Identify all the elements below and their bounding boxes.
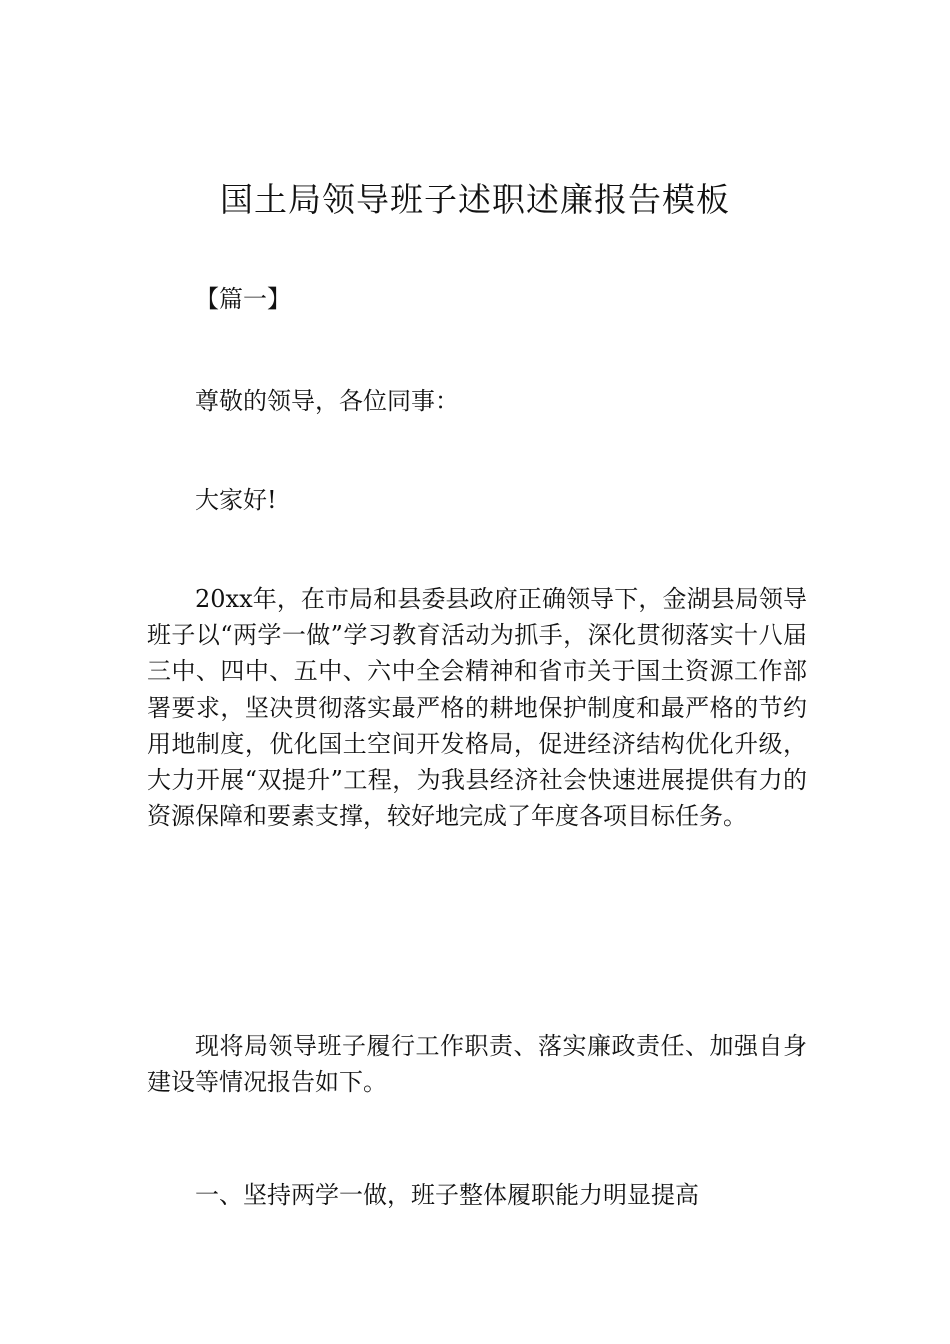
body-paragraph: 现将局领导班子履行工作职责、落实廉政责任、加强自身建设等情况报告如下。: [147, 1032, 807, 1097]
document-title: 国土局领导班子述职述廉报告模板: [220, 180, 730, 219]
salutation: 尊敬的领导，各位同事：: [195, 387, 459, 415]
section-heading: 一、坚持两学一做，班子整体履职能力明显提高: [195, 1181, 699, 1209]
body-paragraph: 20xx年，在市局和县委县政府正确领导下，金湖县局领导班子以“两学一做”学习教育活动为抓手，深化贯彻落实十八届三中、四中、五中、六中全会精神和省市关于国土资源工作部署要求，坚决贯彻落实最严格的耕地保护制度和最严格的节约用地制度，优化国土空间开发格局，促进经济结构优化升级，大力开展“双提升”工程，为我县经济社会快速进展提供有力的资源保障和要素支撑，较好地完成了年度各项目标任务。: [147, 585, 807, 831]
greeting: 大家好!: [195, 486, 277, 514]
section-label: 【篇一】: [195, 285, 291, 313]
